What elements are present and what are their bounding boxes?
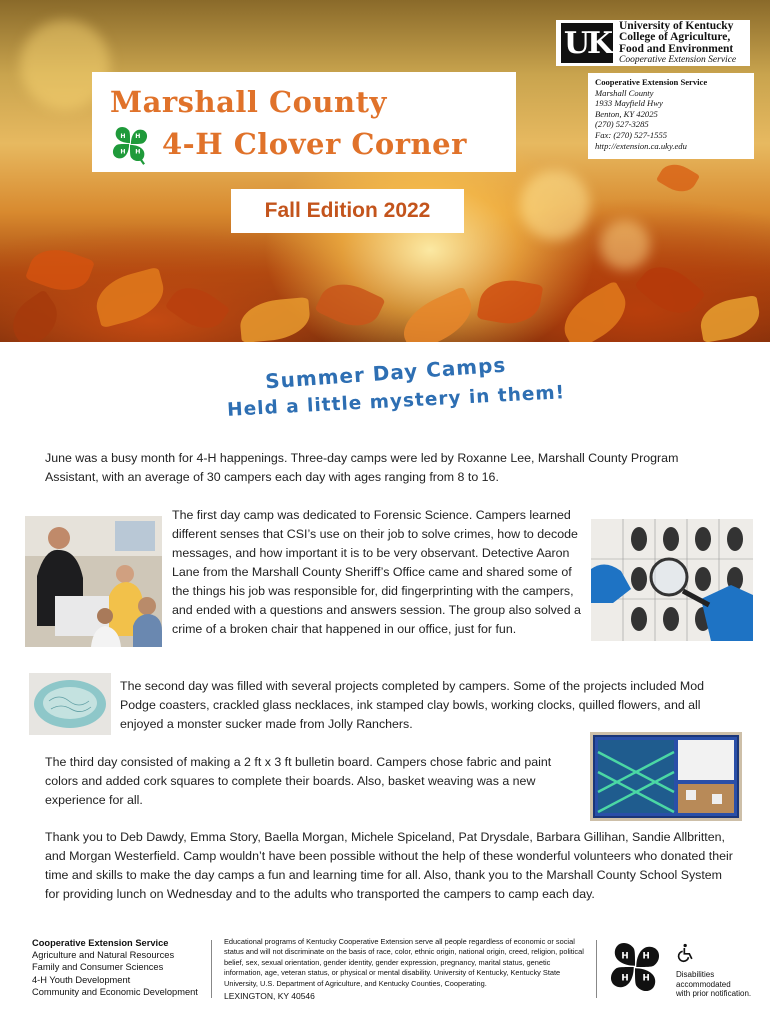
bulletin-board-photo <box>590 732 742 821</box>
forensic-science-paragraph: The first day camp was dedicated to Forensic Science. Campers learned different senses that CSI’s use on their job to solve crimes, how to decode messages, and how important it is to be very observant. Detective Aaron Lane from the Marshall County Sheriff’s Office came and shared some of the things his job was responsible for, did fingerprinting with the campers, and ended with a questions and answers session. The group also solved a crime of a broken chair that happened in our office, just for fun. <box>172 508 581 636</box>
footer-program-areas <box>32 937 198 998</box>
disabilities-note <box>676 970 751 999</box>
headline-line-1: Summer Day Camps <box>264 352 507 394</box>
edition-label: Fall Edition 2022 <box>231 189 464 233</box>
title-line-1: Marshall County <box>110 85 387 119</box>
svg-text:H: H <box>621 973 629 984</box>
hero-banner <box>0 0 770 342</box>
footer-program-area: Agriculture and Natural Resources <box>32 950 175 961</box>
contact-line: Benton, KY 42025 <box>595 108 658 119</box>
college-name-2: Food and Environment <box>619 42 734 55</box>
bulletin-board-paragraph: The third day consisted of making a 2 ft x 3 ft bulletin board. Campers chose fabric and paint colors and added cork squares to complete their boards. Also, basket weaving was a new experience for all. <box>45 755 552 807</box>
footer-address: LEXINGTON, KY 40546 <box>224 991 315 1002</box>
disabilities-line: with prior notification. <box>676 989 752 998</box>
nondiscrimination-statement: Educational programs of Kentucky Cooperative Extension serve all people regardless of economic or social status and will not discriminate on the basis of race, color, ethnic origin, national origin, creed, religion, political belief, sex, sexual orientation, gender identity, gender expression, pregnancy, marital status, genetic information, age, veteran status, or physical or mental disability. University of Kentucky, Kentucky State University, U.S. Department of Agriculture, and Kentucky Counties, Cooperating. <box>224 937 584 988</box>
title-line-2: 4-H Clover Corner <box>162 127 467 161</box>
intro-paragraph: June was a busy month for 4-H happenings. Three-day camps were led by Roxanne Lee, Marshall County Program Assistant, with an average of 30 campers each day with ages ranging from 8 to 16. <box>45 451 679 484</box>
thank-you-paragraph: Thank you to Deb Dawdy, Emma Story, Baella Morgan, Michele Spiceland, Pat Drysdale, Barbara Gillihan, Sandie Allbritten, and Morgan Westerfield. Camp wouldn’t have been possible without the help of these wonderful volunteers who donated their time and skills to make the day camps a fun and learning time for all. Also, thank you to the Marshall County School System for providing lunch on Wednesday and to the adults who transported the campers to camp each day. <box>45 830 733 901</box>
svg-text:H: H <box>120 132 126 140</box>
fingerprint-card-photo <box>591 519 753 641</box>
newsletter-title <box>92 72 516 172</box>
disabilities-line: accommodated <box>676 979 731 989</box>
university-name: University of Kentucky <box>619 19 734 32</box>
college-name-1: College of Agriculture, <box>619 31 731 43</box>
contact-website: http://extension.ca.uky.edu <box>595 140 687 151</box>
extension-service-name: Cooperative Extension Service <box>619 55 737 65</box>
footer-divider <box>211 940 212 998</box>
clay-bowl-photo <box>29 673 111 735</box>
svg-text:H: H <box>135 132 141 140</box>
uk-logo: UK <box>561 23 613 63</box>
footer-program-area: 4-H Youth Development <box>32 974 131 985</box>
contact-line: 1933 Mayfield Hwy <box>595 98 663 109</box>
footer-program-area: Community and Economic Development <box>32 986 198 997</box>
contact-line: Fax: (270) 527-1555 <box>595 129 668 140</box>
wheelchair-icon <box>676 943 696 963</box>
contact-line: (270) 527-3285 <box>595 119 649 130</box>
four-h-clover-icon <box>604 936 666 998</box>
summer-camps-headline <box>226 352 566 431</box>
svg-text:H: H <box>135 148 141 156</box>
svg-text:H: H <box>642 951 650 962</box>
svg-text:H: H <box>120 148 126 156</box>
footer-program-area: Family and Consumer Sciences <box>32 962 164 973</box>
projects-paragraph: The second day was filled with several projects completed by campers. Some of the projects included Mod Podge coasters, crackled glass necklaces, ink stamped clay bowls, working clocks, quilled flowers, and all enjoyed a monster sucker made from Jolly Ranchers. <box>120 679 705 731</box>
footer-heading: Cooperative Extension Service <box>32 938 169 948</box>
forensic-camp-photo <box>25 516 162 647</box>
disabilities-line: Disabilities <box>676 970 715 979</box>
uk-logo-block <box>556 20 750 66</box>
contact-info <box>588 73 754 159</box>
four-h-clover-icon <box>108 122 152 166</box>
footer-statement-block <box>224 937 584 1001</box>
svg-text:H: H <box>621 951 629 962</box>
footer-divider <box>596 940 597 998</box>
contact-heading: Cooperative Extension Service <box>595 77 708 87</box>
svg-text:H: H <box>642 973 650 984</box>
contact-line: Marshall County <box>595 87 654 98</box>
headline-line-2: Held a little mystery in them! <box>226 382 566 421</box>
